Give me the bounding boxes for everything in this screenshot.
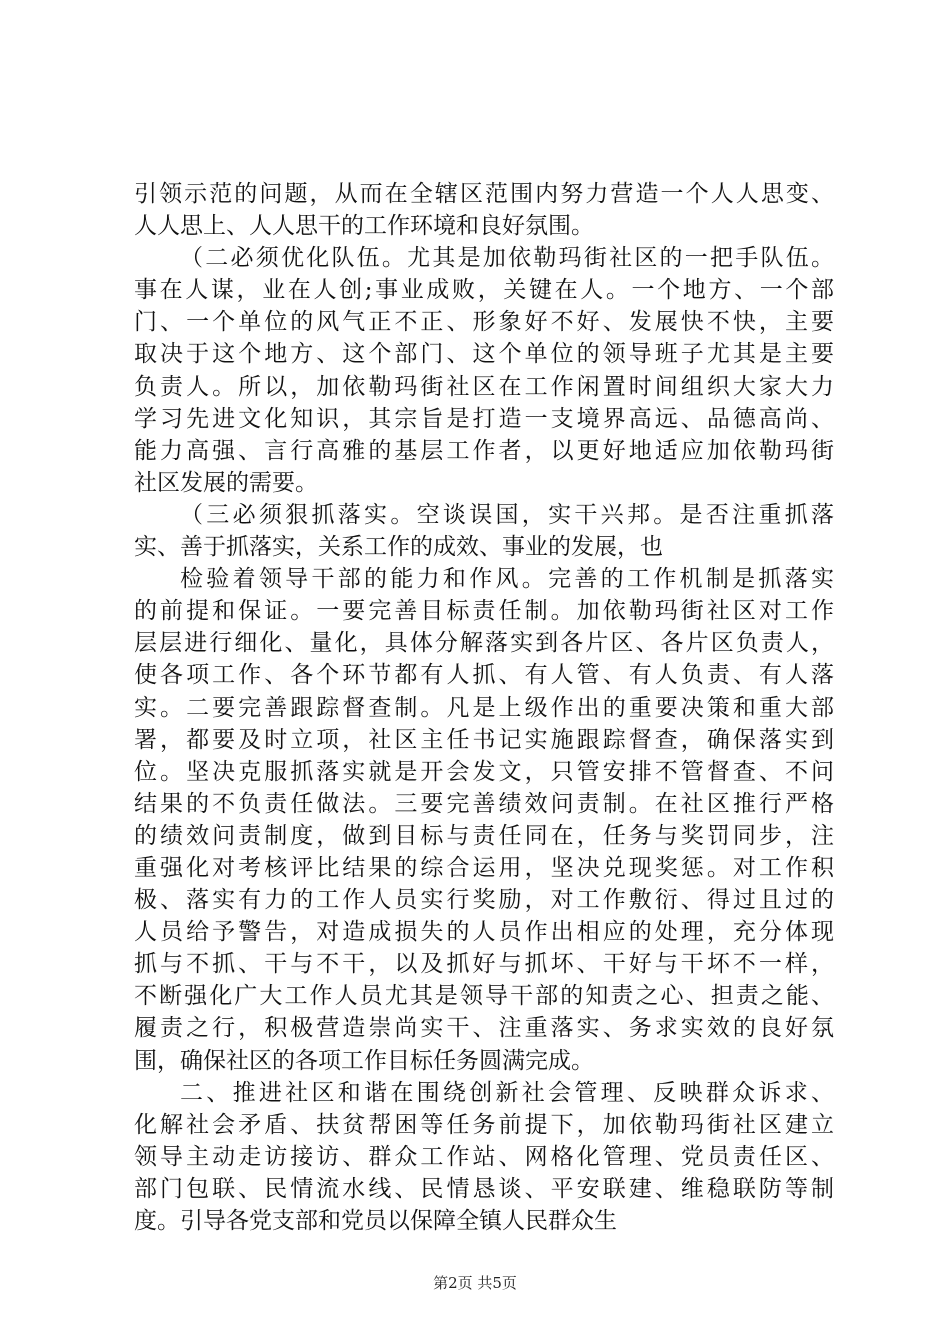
text-line: 极、落实有力的工作人员实行奖励，对工作敷衍、得过且过的 <box>134 887 834 914</box>
text-line: 履责之行，积极营造崇尚实干、注重落实、务求实效的良好氛 <box>134 1015 834 1042</box>
text-line: 人员给予警告，对造成损失的人员作出相应的处理，充分体现 <box>134 919 834 946</box>
text-line: 化解社会矛盾、扶贫帮困等任务前提下，加依勒玛街社区建立 <box>134 1111 834 1138</box>
text-line: 负责人。所以，加依勒玛街社区在工作闲置时间组织大家大力 <box>134 373 834 400</box>
text-line: 检验着领导干部的能力和作风。完善的工作机制是抓落实 <box>180 566 834 593</box>
text-line: 社区发展的需要。 <box>134 469 318 496</box>
text-line: 的绩效问责制度，做到目标与责任同在，任务与奖罚同步，注 <box>134 822 834 849</box>
text-line: 引领示范的问题，从而在全辖区范围内努力营造一个人人思变、 <box>134 181 834 207</box>
text-line: 不断强化广大工作人员尤其是领导干部的知责之心、担责之能、 <box>134 983 834 1010</box>
text-line: 事在人谋，业在人创;事业成败，关键在人。一个地方、一个部 <box>134 277 834 304</box>
text-line: 结果的不负责任做法。三要完善绩效问责制。在社区推行严格 <box>134 790 834 817</box>
text-line: 实、善于抓落实，关系工作的成效、事业的发展，也 <box>134 534 663 561</box>
text-line: 领导主动走访接访、群众工作站、网格化管理、党员责任区、 <box>134 1143 834 1170</box>
text-line: 实。二要完善跟踪督查制。凡是上级作出的重要决策和重大部 <box>134 694 834 721</box>
page-number-footer: 第2页 共5页 <box>433 1274 517 1292</box>
text-line: 层层进行细化、量化，具体分解落实到各片区、各片区负责人， <box>134 630 834 657</box>
document-body <box>134 178 834 1237</box>
text-line: 学习先进文化知识，其宗旨是打造一支境界高远、品德高尚、 <box>134 405 834 432</box>
text-line: 度。引导各党支部和党员以保障全镇人民群众生 <box>134 1208 617 1234</box>
text-line: 抓与不抓、干与不干，以及抓好与抓坏、干好与干坏不一样， <box>134 951 834 978</box>
text-line: 能力高强、言行高雅的基层工作者，以更好地适应加依勒玛街 <box>134 437 834 464</box>
text-line: 署，都要及时立项，社区主任书记实施跟踪督查，确保落实到 <box>134 726 834 753</box>
text-line: 门、一个单位的风气正不正、形象好不好、发展快不快，主要 <box>134 309 834 336</box>
text-line: （二必须优化队伍。尤其是加依勒玛街社区的一把手队伍。 <box>180 245 834 272</box>
text-line: 取决于这个地方、这个部门、这个单位的领导班子尤其是主要 <box>134 341 834 368</box>
text-line: （三必须狠抓落实。空谈误国，实干兴邦。是否注重抓落 <box>180 501 834 528</box>
text-line: 围，确保社区的各项工作目标任务圆满完成。 <box>134 1047 594 1074</box>
text-line: 人人思上、人人思干的工作环境和良好氛围。 <box>134 213 594 240</box>
text-line: 二、推进社区和谐在围绕创新社会管理、反映群众诉求、 <box>180 1079 834 1106</box>
text-line: 位。坚决克服抓落实就是开会发文，只管安排不管督查、不问 <box>134 758 834 785</box>
text-line: 重强化对考核评比结果的综合运用，坚决兑现奖惩。对工作积 <box>134 854 834 881</box>
text-line: 使各项工作、各个环节都有人抓、有人管、有人负责、有人落 <box>134 662 834 689</box>
text-line: 部门包联、民情流水线、民情恳谈、平安联建、维稳联防等制 <box>134 1175 834 1202</box>
text-line: 的前提和保证。一要完善目标责任制。加依勒玛街社区对工作 <box>134 598 834 625</box>
